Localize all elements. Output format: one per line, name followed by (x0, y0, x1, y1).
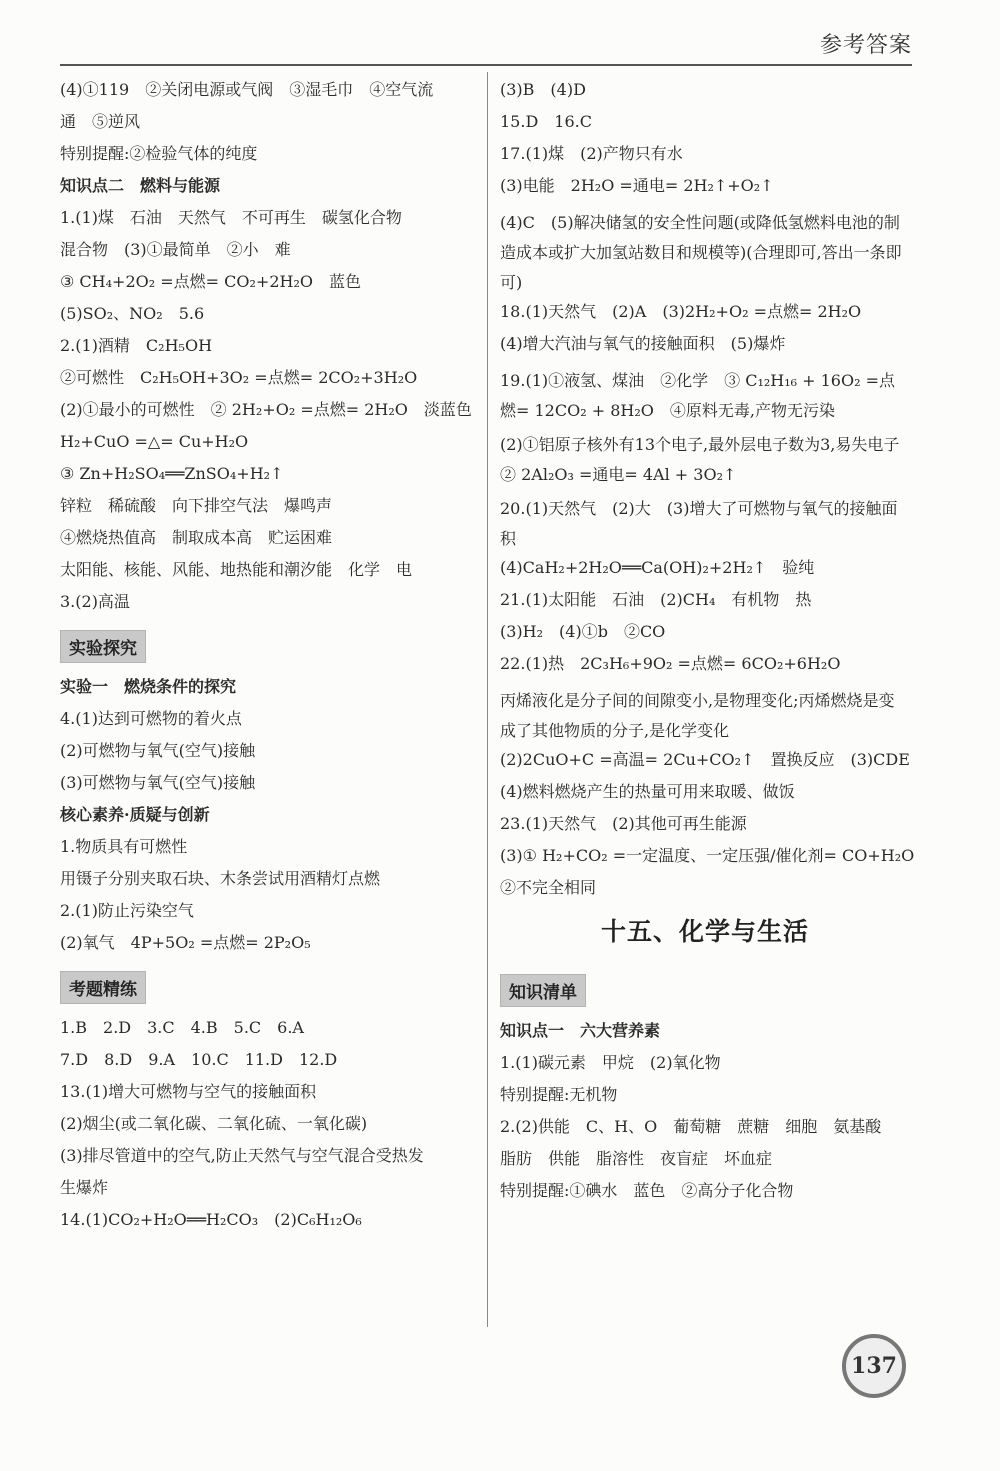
answer-line: 2.(1)酒精 C₂H₅OH (60, 336, 213, 355)
answer-line: ②可燃性 C₂H₅OH+3O₂ =点燃= 2CO₂+3H₂O (60, 368, 418, 387)
answer-line: (5)SO₂、NO₂ 5.6 (60, 304, 205, 323)
answer-line: (4)燃料燃烧产生的热量可用来取暖、做饭 (500, 782, 795, 801)
answer-line: 脂肪 供能 脂溶性 夜盲症 坏血症 (500, 1149, 773, 1168)
answer-line: (2)烟尘(或二氧化碳、二氧化硫、一氧化碳) (60, 1114, 368, 1133)
answer-line: 1.B 2.D 3.C 4.B 5.C 6.A (60, 1018, 304, 1037)
section-heading: 知识点二 燃料与能源 (60, 176, 221, 195)
answer-line: 1.(1)碳元素 甲烷 (2)氧化物 (500, 1053, 721, 1072)
answer-line: 生爆炸 (60, 1178, 109, 1197)
section-heading: 核心素养·质疑与创新 (60, 805, 210, 824)
answer-line: (3)排尽管道中的空气,防止天然气与空气混合受热发 (60, 1146, 424, 1165)
answer-line: ③ Zn+H₂SO₄══ZnSO₄+H₂↑ (60, 464, 284, 483)
answer-line: 15.D 16.C (500, 112, 592, 131)
answer-line: 特别提醒:无机物 (500, 1085, 618, 1104)
answer-line: 特别提醒:②检验气体的纯度 (60, 144, 258, 163)
page-header-title: 参考答案 (819, 33, 912, 58)
answer-line: 2.(2)供能 C、H、O 葡萄糖 蔗糖 细胞 氨基酸 (500, 1117, 882, 1136)
answer-line: 4.(1)达到可燃物的着火点 (60, 709, 242, 728)
answer-line: 1.(1)煤 石油 天然气 不可再生 碳氢化合物 (60, 208, 402, 227)
answer-line: (3)电能 2H₂O =通电= 2H₂↑+O₂↑ (500, 176, 774, 195)
answer-line: 20.(1)天然气 (2)大 (3)增大了可燃物与氧气的接触面积 (500, 499, 898, 548)
answer-line: 混合物 (3)①最简单 ②小 难 (60, 240, 291, 259)
answer-line: 21.(1)太阳能 石油 (2)CH₄ 有机物 热 (500, 590, 812, 609)
answer-line: 特别提醒:①碘水 蓝色 ②高分子化合物 (500, 1181, 794, 1200)
answer-line: 19.(1)①液氢、煤油 ②化学 ③ C₁₂H₁₆ + 16O₂ =点燃= 12CO₂ + 8H₂O ④原料无毒,产物无污染 (500, 371, 896, 420)
answer-line: (4)①119 ②关闭电源或气阀 ③湿毛巾 ④空气流 (60, 80, 434, 99)
header-rule (60, 64, 912, 66)
answer-line: (2)①最小的可燃性 ② 2H₂+O₂ =点燃= 2H₂O 淡蓝色 (60, 400, 472, 419)
column-divider (487, 72, 488, 1327)
answer-line: 通 ⑤逆风 (60, 112, 141, 131)
answer-line: 用镊子分别夹取石块、木条尝试用酒精灯点燃 (60, 869, 381, 888)
answer-line: (2)可燃物与氧气(空气)接触 (60, 741, 256, 760)
answer-line: (4)C (5)解决储氢的安全性问题(或降低氢燃料电池的制造成本或扩大加氢站数目和规模等)(合理即可,答出一条即可) (500, 213, 902, 292)
section-tag: 考题精练 (60, 971, 146, 1004)
answer-line: (3)H₂ (4)①b ②CO (500, 622, 666, 641)
answer-line: (4)CaH₂+2H₂O══Ca(OH)₂+2H₂↑ 验纯 (500, 558, 815, 577)
answer-line: 丙烯液化是分子间的间隙变小,是物理变化;丙烯燃烧是变成了其他物质的分子,是化学变化 (500, 691, 895, 740)
answer-line: 22.(1)热 2C₃H₆+9O₂ =点燃= 6CO₂+6H₂O (500, 654, 841, 673)
section-heading: 实验一 燃烧条件的探究 (60, 677, 237, 696)
answer-line: (3)可燃物与氧气(空气)接触 (60, 773, 256, 792)
answer-line: 13.(1)增大可燃物与空气的接触面积 (60, 1082, 317, 1101)
chapter-title: 十五、化学与生活 (600, 917, 809, 946)
answer-line: H₂+CuO =△= Cu+H₂O (60, 432, 249, 451)
answer-line: 23.(1)天然气 (2)其他可再生能源 (500, 814, 747, 833)
section-heading: 知识点一 六大营养素 (500, 1021, 661, 1040)
answer-line: 7.D 8.D 9.A 10.C 11.D 12.D (60, 1050, 338, 1069)
answer-line: 太阳能、核能、风能、地热能和潮汐能 化学 电 (60, 560, 413, 579)
answer-line: (2)氧气 4P+5O₂ =点燃= 2P₂O₅ (60, 933, 311, 952)
section-tag: 知识清单 (500, 974, 586, 1007)
answer-line: 2.(1)防止污染空气 (60, 901, 194, 920)
answer-line: ③ CH₄+2O₂ =点燃= CO₂+2H₂O 蓝色 (60, 272, 361, 291)
answer-line: 14.(1)CO₂+H₂O══H₂CO₃ (2)C₆H₁₂O₆ (60, 1210, 362, 1229)
answer-line: (2)①铝原子核外有13个电子,最外层电子数为3,易失电子 ② 2Al₂O₃ =通电= 4Al + 3O₂↑ (500, 435, 916, 484)
answer-line: 3.(2)高温 (60, 592, 130, 611)
answer-line: (3)B (4)D (500, 80, 586, 99)
right-column (500, 80, 916, 1213)
answer-line: (4)增大汽油与氧气的接触面积 (5)爆炸 (500, 334, 786, 353)
answer-line: 17.(1)煤 (2)产物只有水 (500, 144, 683, 163)
answer-line: (2)2CuO+C =高温= 2Cu+CO₂↑ 置换反应 (3)CDE (500, 750, 910, 769)
answer-line: (3)① H₂+CO₂ =一定温度、一定压强/催化剂= CO+H₂O (500, 846, 915, 865)
answer-line: ④燃烧热值高 制取成本高 贮运困难 (60, 528, 333, 547)
section-tag: 实验探究 (60, 630, 146, 663)
answer-line: 1.物质具有可燃性 (60, 837, 188, 856)
answer-line: 锌粒 稀硫酸 向下排空气法 爆鸣声 (60, 496, 333, 515)
left-column (60, 80, 470, 1242)
answer-line: ②不完全相同 (500, 878, 597, 897)
page-number: 137 (842, 1334, 906, 1398)
answer-line: 18.(1)天然气 (2)A (3)2H₂+O₂ =点燃= 2H₂O (500, 302, 862, 321)
